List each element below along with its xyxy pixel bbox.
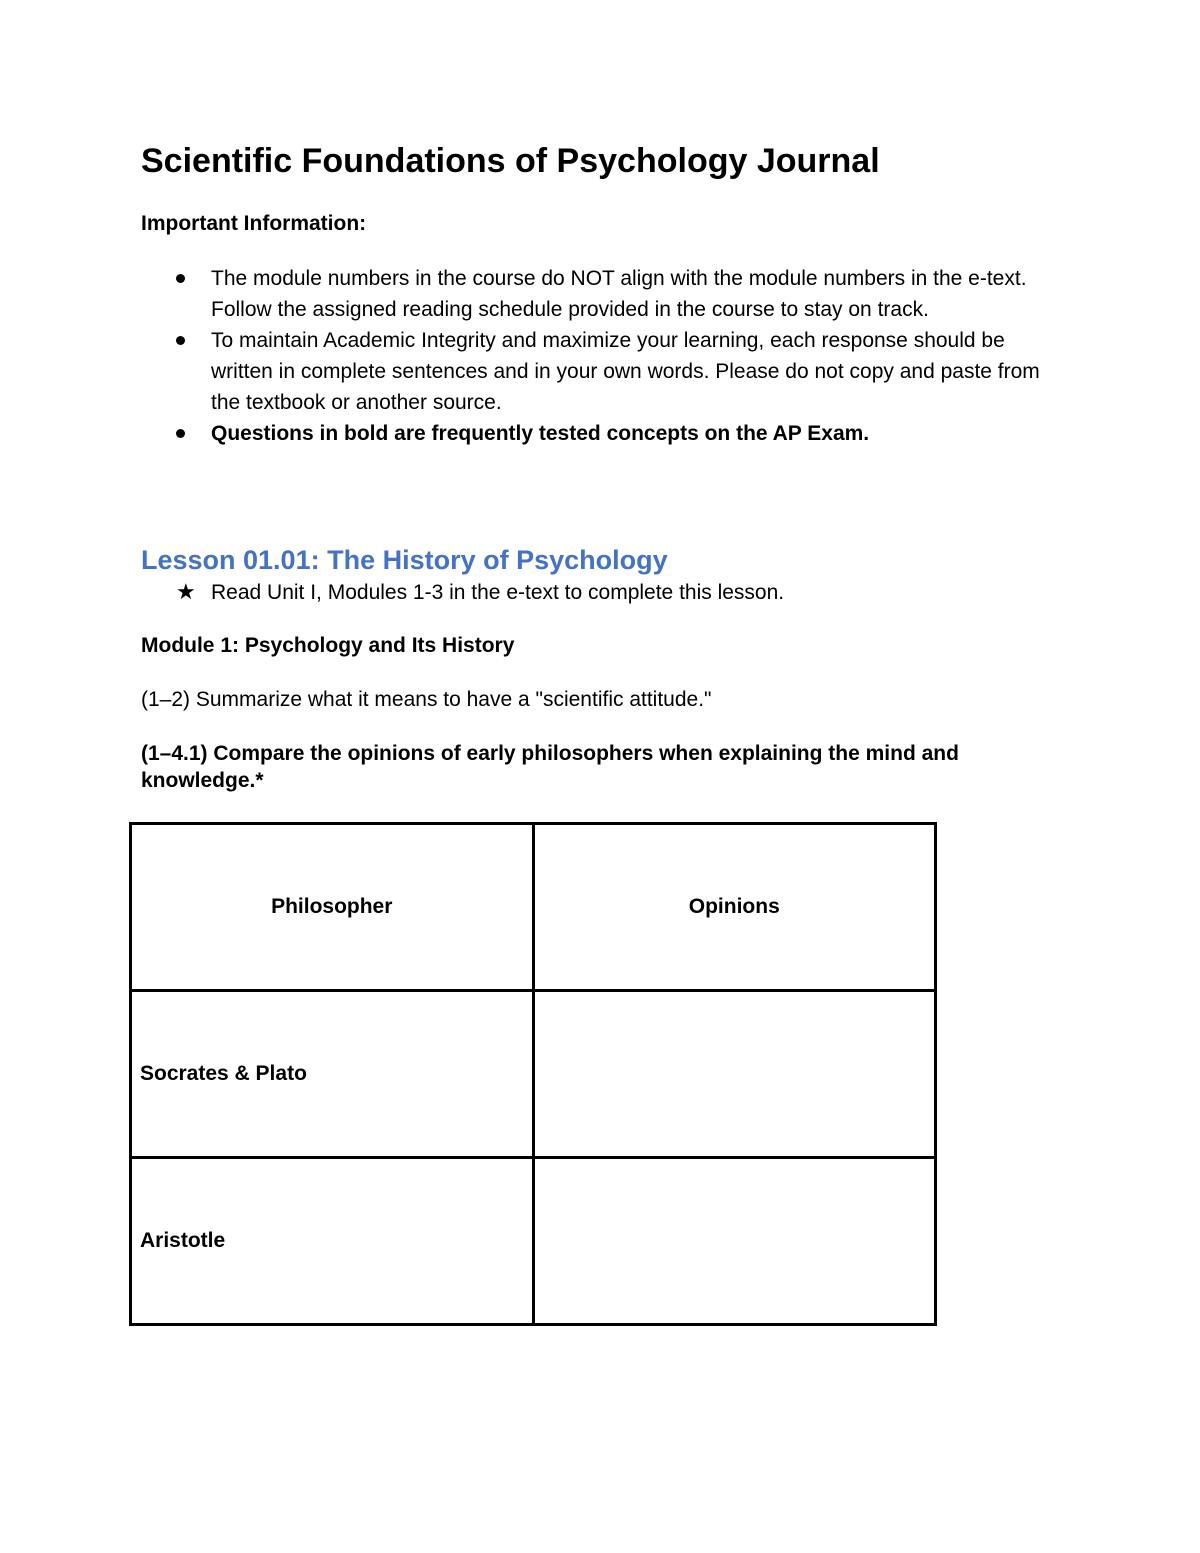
document-title: Scientific Foundations of Psychology Journal bbox=[141, 142, 880, 180]
star-icon: ★ bbox=[176, 579, 196, 604]
lesson-heading: Lesson 01.01: The History of Psychology bbox=[141, 545, 668, 575]
table-row bbox=[131, 991, 936, 1158]
bullet-icon bbox=[176, 336, 185, 345]
opinions-cell[interactable] bbox=[533, 991, 936, 1158]
table-header-row bbox=[131, 824, 936, 991]
reading-note-text: Read Unit I, Modules 1-3 in the e-text to complete this lesson. bbox=[211, 581, 785, 604]
bullet-icon bbox=[176, 429, 185, 438]
question-scientific-attitude: (1–2) Summarize what it means to have a "scientific attitude." bbox=[141, 688, 712, 711]
important-info-label: Important Information: bbox=[141, 212, 367, 235]
info-item-text: Questions in bold are frequently tested concepts on the AP Exam. bbox=[211, 422, 870, 445]
info-item-text: To maintain Academic Integrity and maximize your learning, each response should be written in complete sentences and in your own words. Please do not copy and paste from the textbook or another source. bbox=[211, 329, 1040, 414]
column-header-philosopher: Philosopher bbox=[131, 824, 534, 991]
important-info-list bbox=[141, 263, 1061, 449]
philosopher-opinions-table bbox=[129, 822, 937, 1326]
opinions-cell[interactable] bbox=[533, 1158, 936, 1325]
info-item bbox=[141, 418, 1061, 449]
info-item-text: The module numbers in the course do NOT align with the module numbers in the e-text. Follow the assigned reading schedule provided in the course to stay on track. bbox=[211, 267, 1027, 321]
column-header-opinions: Opinions bbox=[533, 824, 936, 991]
bullet-icon bbox=[176, 274, 185, 283]
philosopher-cell: Socrates & Plato bbox=[131, 991, 534, 1158]
table-row bbox=[131, 1158, 936, 1325]
question-early-philosophers: (1–4.1) Compare the opinions of early philosophers when explaining the mind and knowledge.* bbox=[141, 742, 959, 792]
info-item bbox=[141, 325, 1061, 418]
philosopher-cell: Aristotle bbox=[131, 1158, 534, 1325]
info-item bbox=[141, 263, 1061, 325]
module-heading: Module 1: Psychology and Its History bbox=[141, 634, 515, 657]
reading-note bbox=[176, 576, 784, 608]
